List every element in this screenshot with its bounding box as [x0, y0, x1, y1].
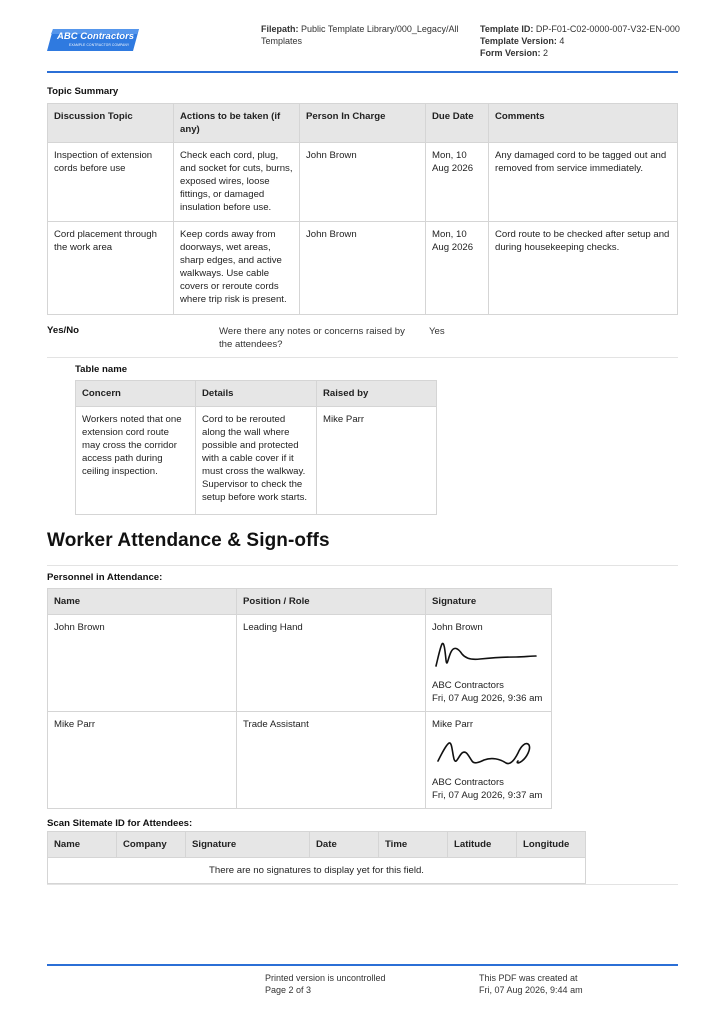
logo-subtext: EXAMPLE CONTRACTOR COMPANY	[69, 43, 130, 47]
cell-comments: Cord route to be checked after setup and during housekeeping checks.	[489, 222, 678, 315]
cell-details: Cord to be rerouted along the wall where possible and protected with a cable cover if it must cross the walkway. Supervisor to check the setup before work starts.	[196, 407, 317, 515]
signature-timestamp: Fri, 07 Aug 2026, 9:37 am	[432, 790, 543, 801]
col-signature: Signature	[426, 589, 552, 615]
header-divider	[47, 71, 678, 73]
attendance-title: Worker Attendance & Sign-offs	[47, 530, 330, 551]
sitemate-label: Scan Sitemate ID for Attendees:	[47, 818, 193, 829]
form-version-value: 2	[543, 48, 549, 58]
col-name: Name	[48, 832, 117, 858]
template-version-value: 4	[559, 36, 565, 46]
col-person-in-charge: Person In Charge	[300, 104, 426, 143]
col-longitude: Longitude	[517, 832, 586, 858]
form-version-label: Form Version:	[480, 48, 541, 58]
cell-role: Trade Assistant	[237, 712, 426, 809]
footer-divider	[47, 964, 678, 966]
table-row	[48, 858, 586, 884]
cell-person: John Brown	[300, 222, 426, 315]
col-raised-by: Raised by	[317, 381, 437, 407]
col-actions: Actions to be taken (if any)	[174, 104, 300, 143]
pdf-created-timestamp: Fri, 07 Aug 2026, 9:44 am	[479, 985, 583, 995]
personnel-label: Personnel in Attendance:	[47, 572, 163, 583]
cell-actions: Keep cords away from doorways, wet areas, sharp edges, and active walkways. Use cable covers or reroute cords where trip risk is present.	[174, 222, 300, 315]
yesno-question: Were there any notes or concerns raised by the attendees?	[219, 326, 405, 350]
cell-topic: Inspection of extension cords before use	[48, 143, 174, 222]
col-date: Date	[310, 832, 379, 858]
filepath-label: Filepath:	[261, 24, 299, 34]
cell-name: Mike Parr	[48, 712, 237, 809]
table-row	[48, 712, 552, 809]
table-row	[48, 143, 678, 222]
col-name: Name	[48, 589, 237, 615]
signature-name: Mike Parr	[432, 719, 474, 730]
signature-image	[432, 733, 540, 773]
col-time: Time	[379, 832, 448, 858]
cell-due-date: Mon, 10 Aug 2026	[426, 143, 489, 222]
empty-state-message: There are no signatures to display yet for this field.	[48, 858, 586, 884]
attendance-table	[47, 588, 552, 809]
signature-timestamp: Fri, 07 Aug 2026, 9:36 am	[432, 693, 543, 704]
col-latitude: Latitude	[448, 832, 517, 858]
topic-summary-table	[47, 103, 678, 315]
cell-person: John Brown	[300, 143, 426, 222]
cell-topic: Cord placement through the work area	[48, 222, 174, 315]
filepath-block	[261, 23, 461, 47]
filepath-value-continued: Templates	[261, 36, 303, 46]
filepath-value: Public Template Library/000_Legacy/All	[301, 24, 459, 34]
table-row	[76, 407, 437, 515]
signature-name: John Brown	[432, 622, 483, 633]
cell-concern: Workers noted that one extension cord route may cross the corridor access path during ceiling inspection.	[76, 407, 196, 515]
col-company: Company	[117, 832, 186, 858]
footer-left	[265, 972, 386, 996]
col-signature: Signature	[186, 832, 310, 858]
footer-right	[479, 972, 583, 996]
concerns-table-label: Table name	[75, 364, 128, 375]
concerns-table	[75, 380, 437, 515]
template-info-block	[480, 23, 690, 59]
logo-text: ABC Contractors	[57, 31, 135, 42]
signature-company: ABC Contractors	[432, 777, 504, 788]
table-row	[48, 615, 552, 712]
attendance-title-divider	[47, 565, 678, 566]
page-number: Page 2 of 3	[265, 985, 312, 995]
footer-uncontrolled-note: Printed version is uncontrolled	[265, 973, 386, 983]
col-due-date: Due Date	[426, 104, 489, 143]
sitemate-divider	[47, 884, 678, 885]
cell-actions: Check each cord, plug, and socket for cuts, burns, exposed wires, loose fittings, or damaged insulation before use.	[174, 143, 300, 222]
col-position: Position / Role	[237, 589, 426, 615]
sitemate-table	[47, 831, 586, 884]
cell-raised-by: Mike Parr	[317, 407, 437, 515]
col-discussion-topic: Discussion Topic	[48, 104, 174, 143]
signature-company: ABC Contractors	[432, 680, 504, 691]
yesno-label: Yes/No	[47, 325, 79, 336]
topic-summary-label: Topic Summary	[47, 86, 119, 97]
cell-due-date: Mon, 10 Aug 2026	[426, 222, 489, 315]
signature-image	[432, 636, 540, 676]
signature-cell	[426, 712, 552, 809]
yesno-answer: Yes	[429, 326, 445, 337]
template-version-label: Template Version:	[480, 36, 557, 46]
cell-name: John Brown	[48, 615, 237, 712]
col-comments: Comments	[489, 104, 678, 143]
template-id-label: Template ID:	[480, 24, 534, 34]
table-row	[48, 222, 678, 315]
cell-comments: Any damaged cord to be tagged out and removed from service immediately.	[489, 143, 678, 222]
template-id-value: DP-F01-C02-0000-007-V32-EN-000	[535, 24, 680, 34]
yesno-divider	[47, 357, 678, 358]
pdf-created-label: This PDF was created at	[479, 973, 578, 983]
cell-role: Leading Hand	[237, 615, 426, 712]
col-concern: Concern	[76, 381, 196, 407]
signature-cell	[426, 615, 552, 712]
col-details: Details	[196, 381, 317, 407]
company-logo	[47, 27, 139, 53]
